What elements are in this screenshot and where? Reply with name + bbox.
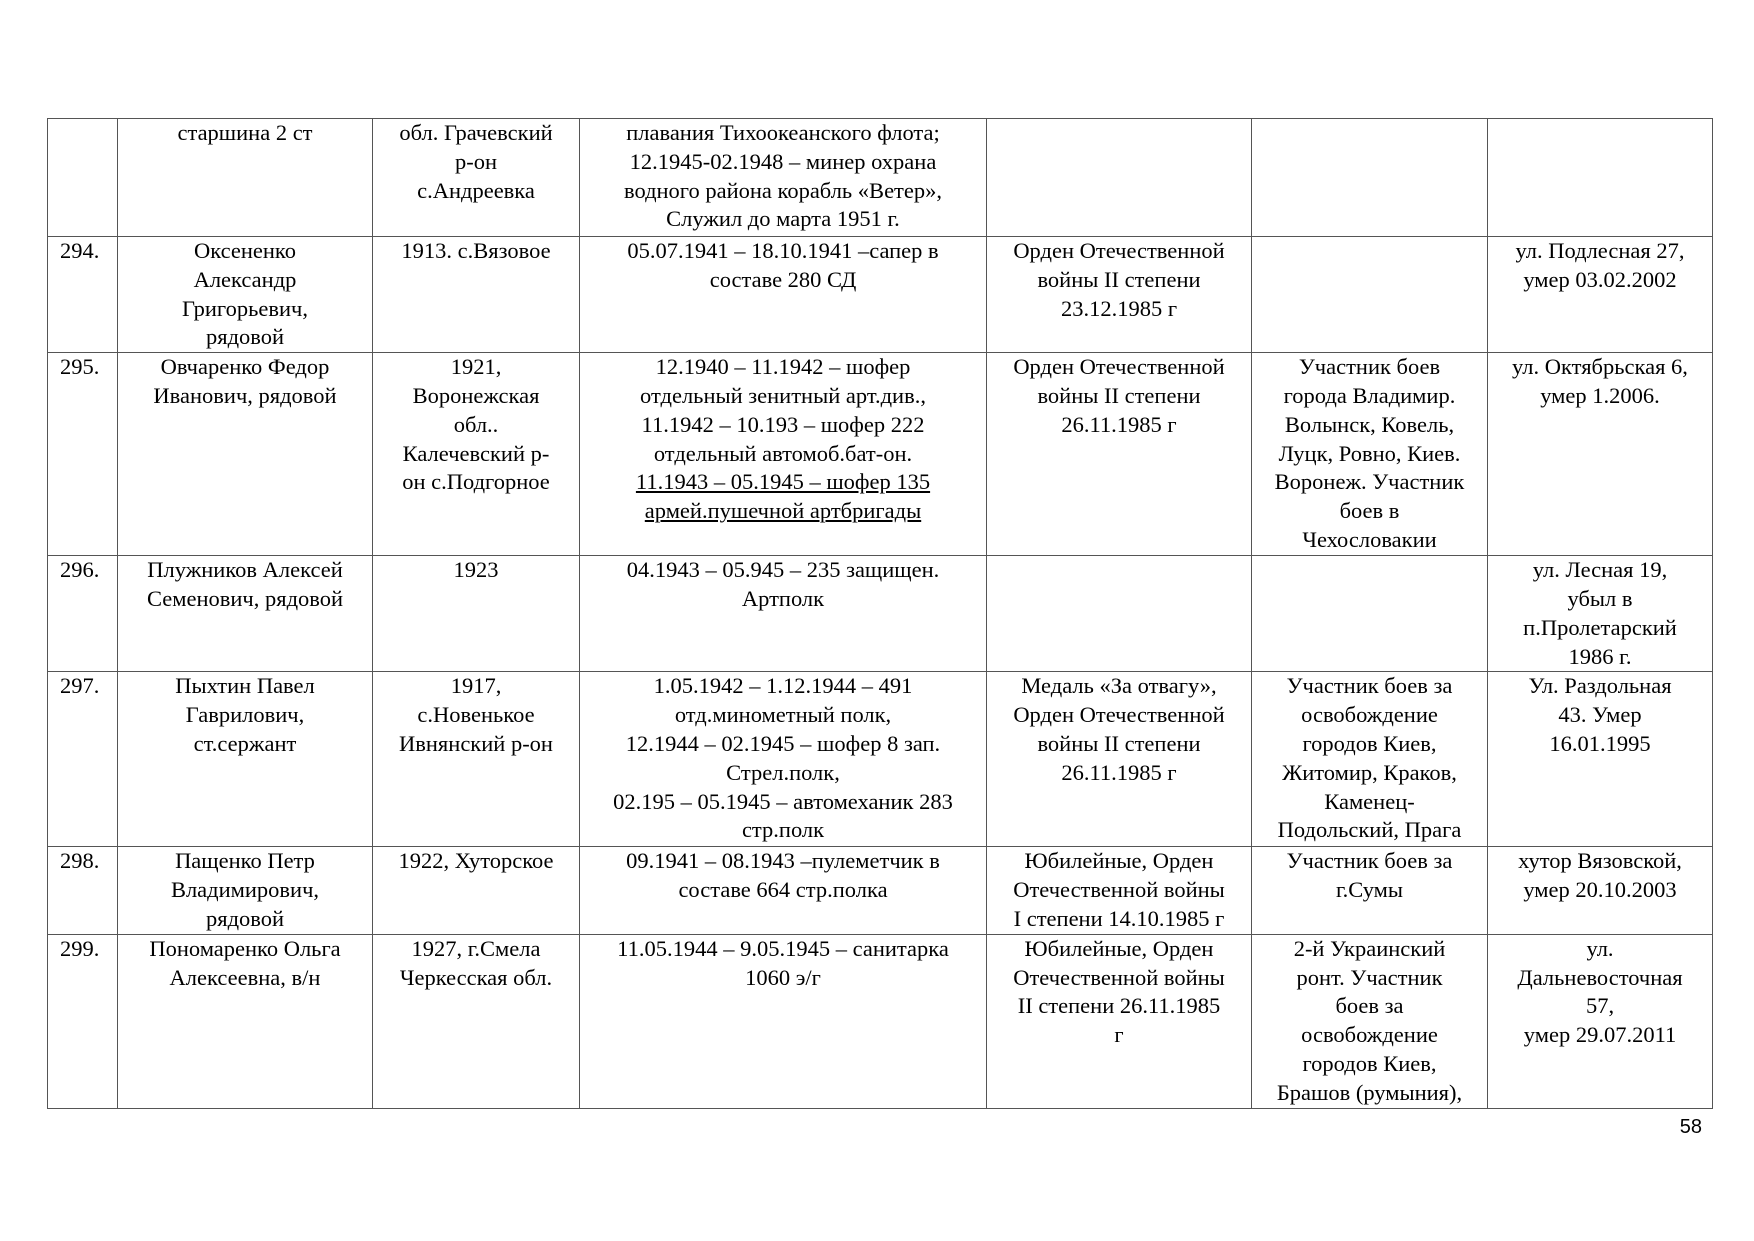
birth-cell: 1921, Воронежская обл.. Калечевский р- он с.Подгорное xyxy=(373,353,580,556)
awards-cell: Орден Отечественной войны II степени 23.12.1985 г xyxy=(987,237,1252,353)
row-number: 299. xyxy=(48,934,118,1108)
row-number xyxy=(48,119,118,237)
name-cell: Плужников Алексей Семенович, рядовой xyxy=(118,556,373,672)
veterans-table xyxy=(47,118,1713,1109)
service-cell: 09.1941 – 08.1943 –пулеметчик в составе 664 стр.полка xyxy=(580,847,987,934)
table-row xyxy=(48,672,1713,847)
row-number: 294. xyxy=(48,237,118,353)
address-cell xyxy=(1488,119,1713,237)
table-row xyxy=(48,353,1713,556)
awards-cell: Орден Отечественной войны II степени 26.11.1985 г xyxy=(987,353,1252,556)
awards-cell: Юбилейные, Орден Отечественной войны I степени 14.10.1985 г xyxy=(987,847,1252,934)
birth-cell: обл. Грачевский р-он с.Андреевка xyxy=(373,119,580,237)
battles-cell xyxy=(1252,237,1488,353)
address-cell: ул. Лесная 19, убыл в п.Пролетарский 1986 г. xyxy=(1488,556,1713,672)
row-number: 296. xyxy=(48,556,118,672)
address-cell: хутор Вязовской, умер 20.10.2003 xyxy=(1488,847,1713,934)
name-cell: Овчаренко Федор Иванович, рядовой xyxy=(118,353,373,556)
row-number: 295. xyxy=(48,353,118,556)
service-cell: 12.1940 – 11.1942 – шофер отдельный зенитный арт.див., 11.1942 – 10.193 – шофер 222 отдельный автомоб.бат-он. 11.1943 – 05.1945 – шофер 135 армей.пушечной артбригады xyxy=(580,353,987,556)
address-cell: Ул. Раздольная 43. Умер 16.01.1995 xyxy=(1488,672,1713,847)
birth-cell: 1913. с.Вязовое xyxy=(373,237,580,353)
name-cell: Оксененко Александр Григорьевич, рядовой xyxy=(118,237,373,353)
birth-cell: 1927, г.Смела Черкесская обл. xyxy=(373,934,580,1108)
birth-cell: 1923 xyxy=(373,556,580,672)
row-number: 297. xyxy=(48,672,118,847)
address-cell: ул. Подлесная 27, умер 03.02.2002 xyxy=(1488,237,1713,353)
name-cell: старшина 2 ст xyxy=(118,119,373,237)
page-number: 58 xyxy=(1679,1116,1702,1138)
table-row xyxy=(48,847,1713,934)
awards-cell xyxy=(987,119,1252,237)
address-cell: ул. Дальневосточная 57, умер 29.07.2011 xyxy=(1488,934,1713,1108)
battles-cell: Участник боев за г.Сумы xyxy=(1252,847,1488,934)
service-cell: 11.05.1944 – 9.05.1945 – санитарка 1060 э/г xyxy=(580,934,987,1108)
awards-cell: Юбилейные, Орден Отечественной войны II степени 26.11.1985 г xyxy=(987,934,1252,1108)
name-cell: Пономаренко Ольга Алексеевна, в/н xyxy=(118,934,373,1108)
row-number: 298. xyxy=(48,847,118,934)
table-row xyxy=(48,119,1713,237)
battles-cell: 2-й Украинский ронт. Участник боев за освобождение городов Киев, Брашов (румыния), xyxy=(1252,934,1488,1108)
awards-cell: Медаль «За отвагу», Орден Отечественной войны II степени 26.11.1985 г xyxy=(987,672,1252,847)
table-row xyxy=(48,237,1713,353)
service-cell: плавания Тихоокеанского флота; 12.1945-02.1948 – минер охрана водного района корабль «Ветер», Служил до марта 1951 г. xyxy=(580,119,987,237)
name-cell: Пащенко Петр Владимирович, рядовой xyxy=(118,847,373,934)
battles-cell xyxy=(1252,119,1488,237)
service-cell: 04.1943 – 05.945 – 235 защищен. Артполк xyxy=(580,556,987,672)
birth-cell: 1917, с.Новенькое Ивнянский р-он xyxy=(373,672,580,847)
service-cell: 05.07.1941 – 18.10.1941 –сапер в составе 280 СД xyxy=(580,237,987,353)
battles-cell: Участник боев за освобождение городов Киев, Житомир, Краков, Каменец- Подольский, Прага xyxy=(1252,672,1488,847)
birth-cell: 1922, Хуторское xyxy=(373,847,580,934)
battles-cell xyxy=(1252,556,1488,672)
table-row xyxy=(48,934,1713,1108)
address-cell: ул. Октябрьская 6, умер 1.2006. xyxy=(1488,353,1713,556)
name-cell: Пыхтин Павел Гаврилович, ст.сержант xyxy=(118,672,373,847)
awards-cell xyxy=(987,556,1252,672)
service-cell: 1.05.1942 – 1.12.1944 – 491 отд.минометный полк, 12.1944 – 02.1945 – шофер 8 зап. Стрел.полк, 02.195 – 05.1945 – автомеханик 283 стр.полк xyxy=(580,672,987,847)
table-row xyxy=(48,556,1713,672)
battles-cell: Участник боев города Владимир. Волынск, Ковель, Луцк, Ровно, Киев. Воронеж. Участник боев в Чехословакии xyxy=(1252,353,1488,556)
